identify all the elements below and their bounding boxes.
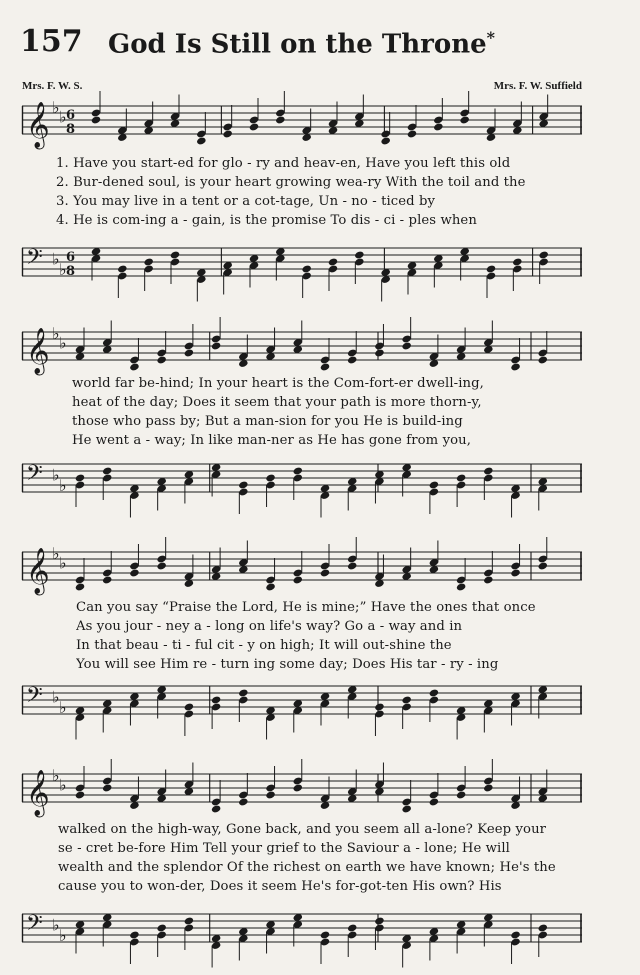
notehead [374, 348, 384, 357]
treble-clef-icon: 𝄞 [26, 770, 50, 816]
notehead [143, 257, 153, 266]
time-signature-bottom: 8 [66, 122, 76, 137]
notehead [265, 473, 275, 482]
flat-icon: ♭ [52, 465, 60, 485]
flat-icon: ♭ [59, 926, 67, 945]
notehead [102, 575, 112, 584]
notehead [129, 930, 139, 939]
notehead [211, 804, 221, 813]
treble-clef-icon: 𝄞 [26, 102, 50, 148]
flat-icon: ♭ [59, 260, 67, 279]
bass-clef-icon: 𝄢 [26, 911, 43, 941]
notehead [293, 783, 303, 792]
notehead [374, 702, 384, 711]
music-system-4 [22, 760, 582, 965]
music-system-3 [22, 538, 582, 733]
bass-clef-icon: 𝄢 [26, 683, 43, 713]
notehead [117, 264, 127, 273]
lyric-verse-2: As you jour - ney a - long on life's way? Go a - way and in [76, 619, 463, 634]
lyric-verse-3: 3. You may live in a tent or a cot-tage, Un - no - ticed by [56, 194, 436, 209]
notehead [75, 473, 85, 482]
music-credit: Mrs. F. W. Suffield [493, 80, 582, 92]
lyric-verse-4: You will see Him re - turn ing some day; Does His tar - ry - ing [76, 657, 499, 672]
notehead [222, 129, 232, 138]
notehead [510, 568, 520, 577]
notehead [275, 115, 285, 124]
lyrics-block-2 [72, 374, 632, 450]
notehead [238, 688, 248, 697]
bass-clef-icon: 𝄢 [26, 461, 43, 491]
notehead [293, 575, 303, 584]
notehead [483, 575, 493, 584]
notehead [347, 355, 357, 364]
lyric-verse-2: se - cret be-fore Him Tell your grief to the Saviour a - lone; He will [58, 841, 510, 856]
notehead [328, 257, 338, 266]
notehead [170, 250, 180, 259]
lyric-verse-1: Can you say “Praise the Lord, He is mine;” Have the ones that once [76, 600, 536, 615]
notehead [301, 264, 311, 273]
notehead [354, 250, 364, 259]
notehead [211, 695, 221, 704]
lyric-verse-3: wealth and the splendor Of the richest on earth we have known; He's the [58, 860, 556, 875]
notehead [75, 790, 85, 799]
notehead [238, 797, 248, 806]
flat-icon: ♭ [59, 553, 67, 573]
notehead [538, 250, 548, 259]
time-signature-top: 6 [66, 108, 76, 123]
lyric-verse-1: walked on the high-way, Gone back, and you seem all a-lone? Keep your [58, 822, 547, 837]
notehead [156, 923, 166, 932]
notehead [265, 582, 275, 591]
bass-clef-icon: 𝄢 [26, 245, 43, 275]
notehead [401, 804, 411, 813]
notehead [429, 480, 439, 489]
notehead [196, 136, 206, 145]
notehead [265, 790, 275, 799]
treble-clef-icon: 𝄞 [26, 328, 50, 374]
lyrics-block-1 [56, 154, 616, 230]
lyrics-block-4 [58, 820, 618, 896]
notehead [102, 466, 112, 475]
notehead [184, 348, 194, 357]
hymn-title-mark: * [486, 28, 496, 47]
lyrics-block-3 [76, 598, 636, 674]
notehead [538, 923, 548, 932]
notehead [249, 122, 259, 131]
notehead [483, 783, 493, 792]
flat-icon: ♭ [52, 324, 60, 343]
flat-icon: ♭ [59, 476, 67, 495]
notehead [184, 916, 194, 925]
notehead [320, 930, 330, 939]
flat-icon: ♭ [52, 544, 60, 563]
notehead [320, 362, 330, 371]
lyric-verse-3: In that beau - ti - ful cit - y on high; It will out-shine the [76, 638, 452, 653]
lyric-verse-4: cause you to won-der, Does it seem He's for-got-ten His own? His [58, 879, 502, 894]
notehead [456, 790, 466, 799]
notehead [238, 480, 248, 489]
bass-staff-2 [22, 450, 582, 522]
notehead [538, 355, 548, 364]
notehead [538, 561, 548, 570]
notehead [347, 923, 357, 932]
notehead [459, 115, 469, 124]
hymn-title [108, 28, 495, 60]
notehead [401, 341, 411, 350]
notehead [129, 568, 139, 577]
notehead [407, 129, 417, 138]
flat-icon: ♭ [52, 915, 60, 935]
flat-icon: ♭ [59, 107, 67, 127]
bass-staff-4 [22, 900, 582, 972]
notehead [429, 688, 439, 697]
notehead [483, 466, 493, 475]
notehead [433, 122, 443, 131]
notehead [401, 695, 411, 704]
notehead [156, 561, 166, 570]
flat-icon: ♭ [52, 766, 60, 785]
time-signature-bottom: 8 [66, 264, 76, 279]
lyric-verse-4: He went a - way; In like man-ner as He has gone from you, [72, 433, 472, 448]
flat-icon: ♭ [52, 687, 60, 707]
notehead [380, 136, 390, 145]
notehead [102, 783, 112, 792]
notehead [347, 561, 357, 570]
lyric-verse-3: those who pass by; But a man-sion for you He is build-ing [72, 414, 463, 429]
treble-clef-icon: 𝄞 [26, 548, 50, 594]
notehead [429, 797, 439, 806]
notehead [184, 702, 194, 711]
notehead [510, 362, 520, 371]
lyric-verse-1: 1. Have you start-ed for glo - ry and heav-en, Have you left this old [56, 156, 511, 171]
flat-icon: ♭ [52, 249, 60, 269]
bass-staff-3 [22, 672, 582, 744]
notehead [486, 264, 496, 273]
notehead [91, 115, 101, 124]
lyric-verse-4: 4. He is com-ing a - gain, is the promise To dis - ci - ples when [56, 213, 477, 228]
bass-staff-1 [22, 234, 582, 306]
notehead [211, 341, 221, 350]
flat-icon: ♭ [59, 333, 67, 353]
notehead [293, 466, 303, 475]
music-system-2 [22, 318, 582, 513]
time-signature-top: 6 [66, 250, 76, 265]
notehead [512, 257, 522, 266]
hymn-title-text: God Is Still on the Throne [108, 29, 487, 60]
lyric-verse-2: 2. Bur-dened soul, is your heart growing wea-ry With the toil and the [56, 175, 526, 190]
notehead [129, 362, 139, 371]
words-credit: Mrs. F. W. S. [22, 80, 83, 92]
notehead [320, 568, 330, 577]
lyric-verse-2: heat of the day; Does it seem that your path is more thorn-y, [72, 395, 482, 410]
notehead [374, 916, 384, 925]
notehead [456, 582, 466, 591]
flat-icon: ♭ [52, 98, 60, 117]
notehead [75, 582, 85, 591]
flat-icon: ♭ [59, 775, 67, 795]
music-system-1 [22, 92, 582, 277]
notehead [510, 930, 520, 939]
notehead [456, 473, 466, 482]
hymn-header [20, 24, 620, 64]
flat-icon: ♭ [59, 698, 67, 717]
hymn-number: 157 [20, 24, 83, 59]
lyric-verse-1: world far be-hind; In your heart is the Com-fort-er dwell-ing, [72, 376, 484, 391]
notehead [156, 355, 166, 364]
